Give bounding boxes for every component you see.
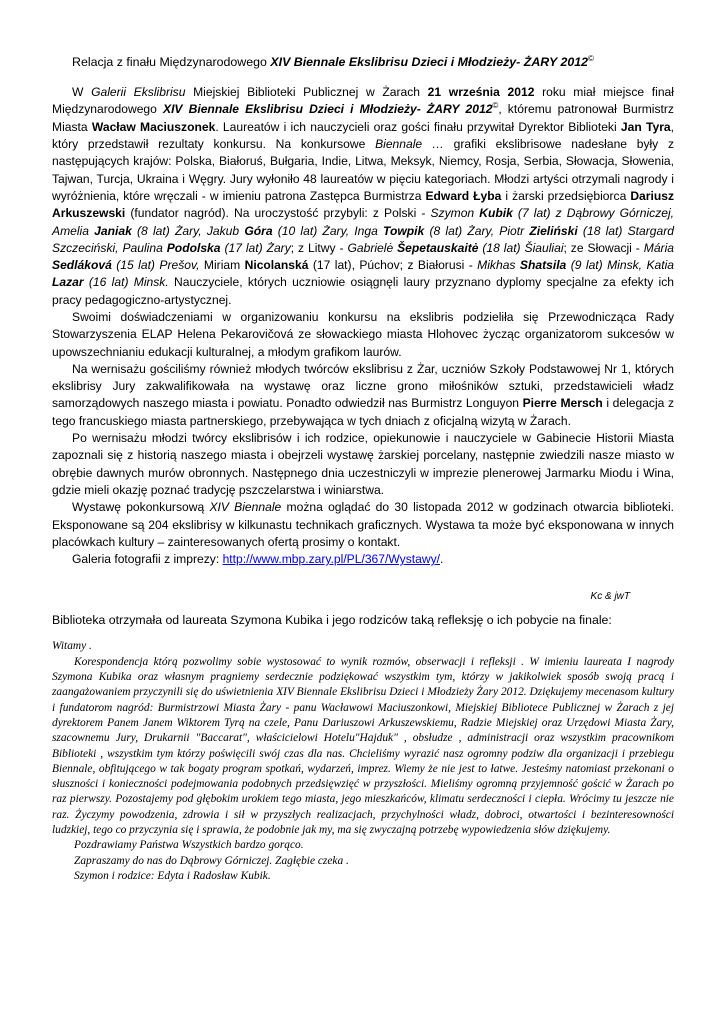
text-run: . Laureatów i ich nauczycieli oraz gości finału przywitał Dyrektor Biblioteki xyxy=(215,119,621,134)
letter-intro: Biblioteka otrzymała od laureata Szymona Kubika i jego rodziców taką refleksję o ich pobycie na finale: xyxy=(52,613,612,628)
paragraph-elap: Swoimi doświadczeniami w organizowaniu konkursu na ekslibris podzieliła się Przewodnicząca Rady Stowarzyszenia ELAP Helena Pekarovičová ze słowackiego miasta Hlohovec życząc organizatorom sukcesów w upowszechnianiu edukacji kulturalnej, a młodym grafikom laurów. xyxy=(52,309,674,359)
text-run: (8 lat) Żary, Jakub xyxy=(131,223,245,238)
text-run: (fundator nagród). Na uroczystość przybyli: z Polski - xyxy=(125,206,431,221)
text-run: Sedláková xyxy=(52,258,112,273)
document-page xyxy=(52,50,674,884)
gallery-link[interactable]: http://www.mbp.zary.pl/PL/367/Wystawy/ xyxy=(222,552,440,567)
paragraph-vernissage xyxy=(52,361,674,430)
text-run: Kubik xyxy=(479,206,513,221)
text-run: roku miał miejsce finał Międzynarodowego xyxy=(52,85,674,117)
text-run: Wystawę pokonkursową xyxy=(72,500,210,515)
text-run: © xyxy=(492,101,499,111)
title-prefix: Relacja z finału Międzynarodowego xyxy=(72,55,271,70)
text-run: Galerii Ekslibrisu xyxy=(91,85,186,100)
text-run: (18 lat) Šiauliai xyxy=(478,240,564,255)
text-run: XIV Biennale xyxy=(209,500,282,515)
text-run: (15 lat) Prešov, xyxy=(111,258,200,273)
text-run: można oglądać do 30 listopada 2012 w godzinach otwarcia biblioteki. Eksponowane są 204 ekslibrisy w kilkunastu technikach graficznych. Wystawa ta może być eksponowana w innych placówkach kultury – zainteresowanych ofertą prosimy o kontakt. xyxy=(52,500,674,549)
text-run: Zieliński xyxy=(529,223,578,238)
letter xyxy=(52,639,674,884)
text-run: Shatsila xyxy=(519,258,567,273)
text-run: , któremu patronował Burmistrz Miasta xyxy=(52,102,674,134)
text-run: , który przedstawił rezultaty konkursu. Na konkursowe xyxy=(52,119,675,152)
text-run: Miriam xyxy=(199,258,245,273)
text-run: (8 lat) Żary, Piotr xyxy=(424,223,530,238)
page-title xyxy=(52,50,674,71)
text-run: Miejskiej Biblioteki Publicznej w Żarach xyxy=(185,85,428,100)
text-run: Góra xyxy=(244,223,273,238)
text-run: Nauczyciele, których uczniowie osiągnęli laury przyznano dyplomy specjalne za efekty ich pracy pedagogiczno-artystycznej. xyxy=(52,275,674,307)
text-run: Janiak xyxy=(94,223,132,238)
text-run: Szymon xyxy=(430,206,480,221)
text-run: (9 lat) Minsk, Katia xyxy=(566,258,675,273)
text-run: ; ze Słowacji - xyxy=(563,240,644,255)
text-run: i delegacja z tego francuskiego miasta partnerskiego, przebywająca w tych dniach z oficjalną wizytą w Żarach. xyxy=(52,396,674,428)
text-run: Na wernisażu gościliśmy również młodych twórców ekslibrisu z Żar, uczniów Szkoły Podstawowej Nr 1, których ekslibrisy Jury zakwalifikowała na wystawę oraz liczne grono miłośników sztuki, przedstawicieli władz samorządowych naszego miasta i powiatu. Ponadto odwiedził nas Burmistrz Longuyon xyxy=(52,361,674,411)
title-copyright: © xyxy=(588,54,594,63)
text-run: XIV Biennale Ekslibrisu Dzieci i Młodzieży- ŻARY 2012 xyxy=(163,102,493,117)
text-run: W xyxy=(72,85,92,100)
text-run: (7 lat) z Dąbrowy Górniczej, Amelia xyxy=(52,206,675,238)
text-run: Pierre Mersch xyxy=(522,396,603,411)
text-run: (17 lat), Púchov; z Białorusi - xyxy=(308,258,478,273)
paragraph-after-vernissage: Po wernisażu młodzi twórcy ekslibrisów i ich rodzice, opiekunowie i nauczyciele w Gabinecie Historii Miasta zapoznali się z historią naszego miasta i obejrzeli wystawę żarskiej porcelany, następnie zwiedzili nasze miasto w obrębie dawnych murów obronnych. Następnego dnia uczestniczyli w imprezie plenerowej Jarmarku Miodu i Wina, gdzie mieli okazję poznać tradycję pszczelarstwa i winiarstwa. xyxy=(52,431,674,497)
text-run: Towpik xyxy=(383,223,425,238)
paragraph-finale xyxy=(52,84,674,309)
letter-closing-1: Pozdrawiamy Państwa Wszystkich bardzo gorąco. xyxy=(74,839,304,852)
text-run: Biennale … xyxy=(375,137,444,152)
text-run: Mikhas xyxy=(477,258,520,273)
text-run: Dariusz Arkuszewski xyxy=(52,188,674,221)
letter-body: Korespondencja którą pozwolimy sobie wystosować to wynik rozmów, obserwacji i refleksji . W imieniu laureata I nagrody Szymona Kubika oraz własnym pragniemy serdecznie podziękować wszystkim tym, którzy w jakikolwiek sposób swoją pracą i zaangażowaniem przyczynili się do uświetnienia XIV Biennale Ekslibrisu Dzieci i Młodzieży Żary 2012. Dziękujemy mecenasom kultury i fundatorom nagród: Burmistrzowi Miasta Żary - panu Wacławowi Maciuszonkowi, Miejskiej Bibliotece Publicznej w Żarach z jej dyrektorem Panem Janem Wiktorem Tyrą na czele, Panu Dariuszowi Arkuszewskiemu, Radzie Miejskiej oraz Urzędowi Miasta Żary, szacownemu Jury, Drukarnii "Baccarat", właścicielowi Hotelu"Hajduk" , obsłudze , administracji oraz wszystkim pracownikom Biblioteki , wszystkim tym którzy poświęcili swój czas dla nas. Chcieliśmy wyrazić nasz ogromny podziw dla organizacji i przebiegu Biennale, obfitującego w tak bogaty program spotkań, wydarzeń, imprez. Wiemy że nie jest to łatwe. Jesteśmy natomiast przekonani o słuszności i konieczności podejmowania podobnych przedsięwzięć w przyszłości. Mieliśmy ogromną przyjemność gościć w Żarach po raz pierwszy. Pozostajemy pod głębokim urokiem tego miasta, jego mieszkańców, klimatu serdeczności i ciepła. Wrócimy tu jeszcze nie raz. Życzymy powodzenia, zdrowia i sił w przyszłych realizacjach, przychylności władz, dobroci, otwartości i bezinteresowności ludzkiej, tego co przyczynia się i sprawia, że podobnie jak my, ma się zwyczajną potrzebę wypowiedzenia słów dziękujemy. xyxy=(52,655,674,836)
text-run: Šepetauskaitė xyxy=(397,240,479,255)
text-run: (17 lat) Żary xyxy=(220,240,291,255)
paragraph-gallery xyxy=(52,551,674,568)
text-run: i żarski przedsiębiorca xyxy=(501,188,631,203)
text-run: (16 lat) Minsk. xyxy=(83,275,169,290)
text-run: Jan Tyra xyxy=(620,119,671,134)
text-run: Gabrielė xyxy=(347,240,398,255)
text-run: Lazar xyxy=(52,275,84,290)
letter-greeting: Witamy . xyxy=(52,640,92,653)
gallery-after: . xyxy=(440,552,444,567)
text-run: (10 lat) Żary, Inga xyxy=(272,223,384,238)
text-run: Mária xyxy=(643,240,674,255)
title-event: XIV Biennale Ekslibrisu Dzieci i Młodzieży- ŻARY 2012 xyxy=(270,55,589,70)
text-run: (18 lat) Stargard Szczeciński, Paulina xyxy=(52,223,675,255)
text-run: Edward Łyba xyxy=(425,188,502,203)
text-run: Wacław Maciuszonek xyxy=(91,119,216,134)
letter-closing-2: Zapraszamy do nas do Dąbrowy Górniczej. Zagłębie czeka . xyxy=(74,854,349,867)
text-run: Nicolanská xyxy=(244,258,309,273)
gallery-label: Galeria fotografii z imprezy: xyxy=(72,552,223,567)
text-run: 21 września 2012 xyxy=(427,85,535,100)
text-run: ; z Litwy - xyxy=(290,240,348,255)
text-run: Podolska xyxy=(166,240,221,255)
letter-closing-3: Szymon i rodzice: Edyta i Radosław Kubik. xyxy=(74,869,271,882)
paragraph-exhibition xyxy=(52,499,674,551)
signature: Kc & jwT xyxy=(590,591,630,603)
text-run: grafiki ekslibrisowe nadesłane były z następujących krajów: Polska, Białoruś, Bułgaria, Indie, Litwa, Meksyk, Niemcy, Rosja, Serbia, Słowacja, Słowenia, Tajwan, Turcja, Ukraina i Węgry. Jury wyłoniło 48 laureatów w pięciu kategoriach. Młodzi artyści otrzymali nagrody i wyróżnienia, które wręczali - w imieniu patrona Zastępca Burmistrza xyxy=(52,137,674,203)
